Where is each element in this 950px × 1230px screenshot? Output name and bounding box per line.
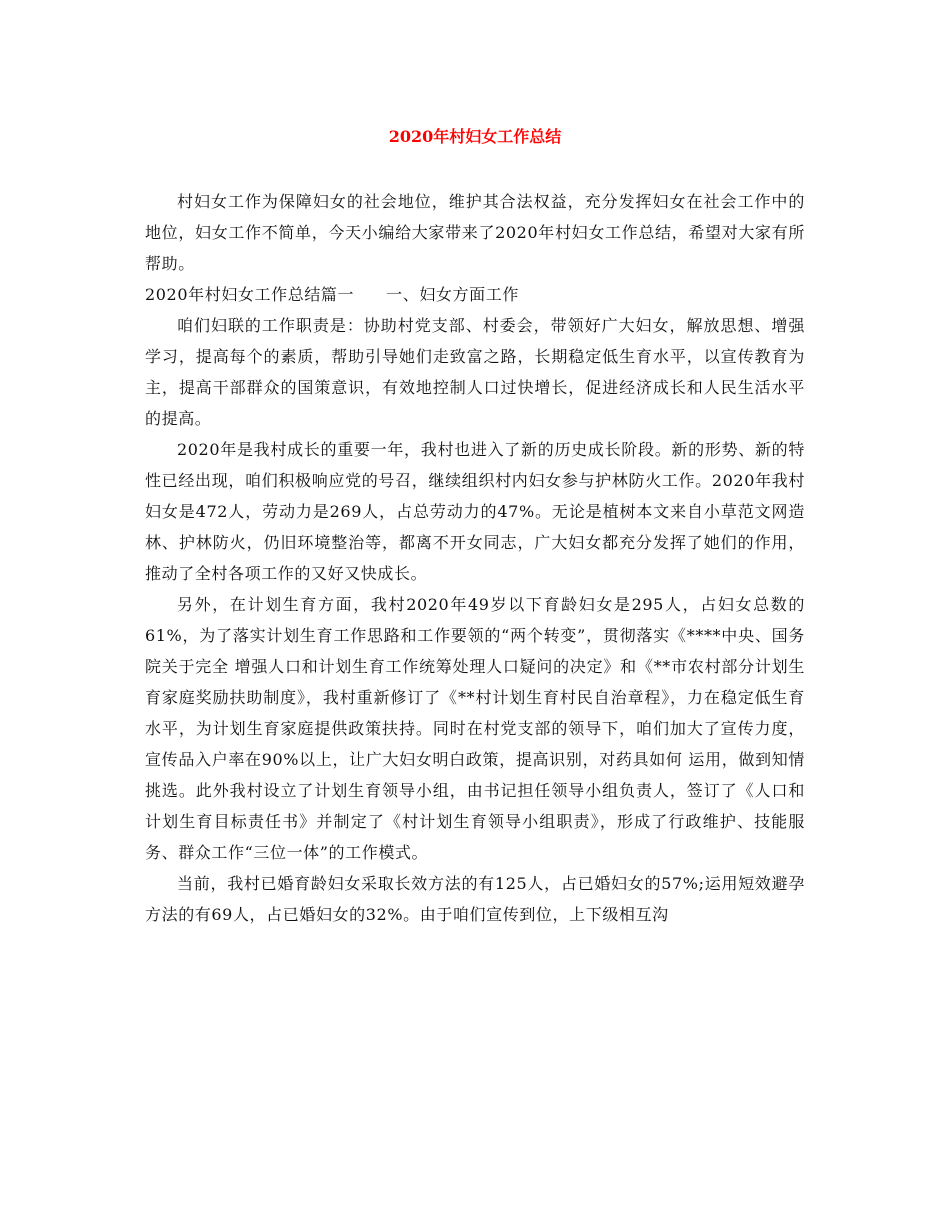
intro-paragraph: 村妇女工作为保障妇女的社会地位，维护其合法权益，充分发挥妇女在社会工作中的地位，妇女工作不简单，今天小编给大家带来了2020年村妇女工作总结，希望对大家有所帮助。	[145, 192, 805, 273]
document-title: 2020年村妇女工作总结	[388, 127, 562, 146]
body-paragraph-2: 2020年是我村成长的重要一年，我村也进入了新的历史成长阶段。新的形势、新的特性已经出现，咱们积极响应党的号召，继续组织村内妇女参与护林防火工作。2020年我村妇女是472人，劳动力是269人，占总劳动力的47%。无论是植树本文来自小草范文网造林、护林防火，仍旧环境整治等，都离不开女同志，广大妇女都充分发挥了她们的作用，推动了全村各项工作的又好又快成长。	[145, 440, 805, 583]
body-paragraph-4: 当前，我村已婚育龄妇女采取长效方法的有125人，占已婚妇女的57%;运用短效避孕方法的有69人，占已婚妇女的32%。由于咱们宣传到位，上下级相互沟	[145, 874, 805, 924]
document-body	[145, 186, 805, 930]
subsection-heading: 一、妇女方面工作	[386, 285, 519, 304]
body-paragraph-1: 咱们妇联的工作职责是：协助村党支部、村委会，带领好广大妇女，解放思想、增强学习，提高每个的素质，帮助引导她们走致富之路，长期稳定低生育水平，以宣传教育为主，提高干部群众的国策意识，有效地控制人口过快增长，促进经济成长和人民生活水平的提高。	[145, 316, 805, 428]
section-heading-line	[145, 279, 805, 310]
section-heading: 2020年村妇女工作总结篇一	[145, 285, 355, 304]
body-paragraph-3: 另外，在计划生育方面，我村2020年49岁以下育龄妇女是295人，占妇女总数的61%，为了落实计划生育工作思路和工作要领的“两个转变”，贯彻落实《****中央、国务院关于完全 增强人口和计划生育工作统筹处理人口疑问的决定》和《**市农村部分计划生育家庭奖励扶助制度》，我村重新修订了《**村计划生育村民自治章程》，力在稳定低生育水平，为计划生育家庭提供政策扶持。同时在村党支部的领导下，咱们加大了宣传力度，宣传品入户率在90%以上，让广大妇女明白政策，提高识别，对药具如何 运用，做到知情挑选。此外我村设立了计划生育领导小组，由书记担任领导小组负责人，签订了《人口和计划生育目标责任书》并制定了《村计划生育领导小组职责》，形成了行政维护、技能服务、群众工作“三位一体”的工作模式。	[145, 595, 805, 862]
